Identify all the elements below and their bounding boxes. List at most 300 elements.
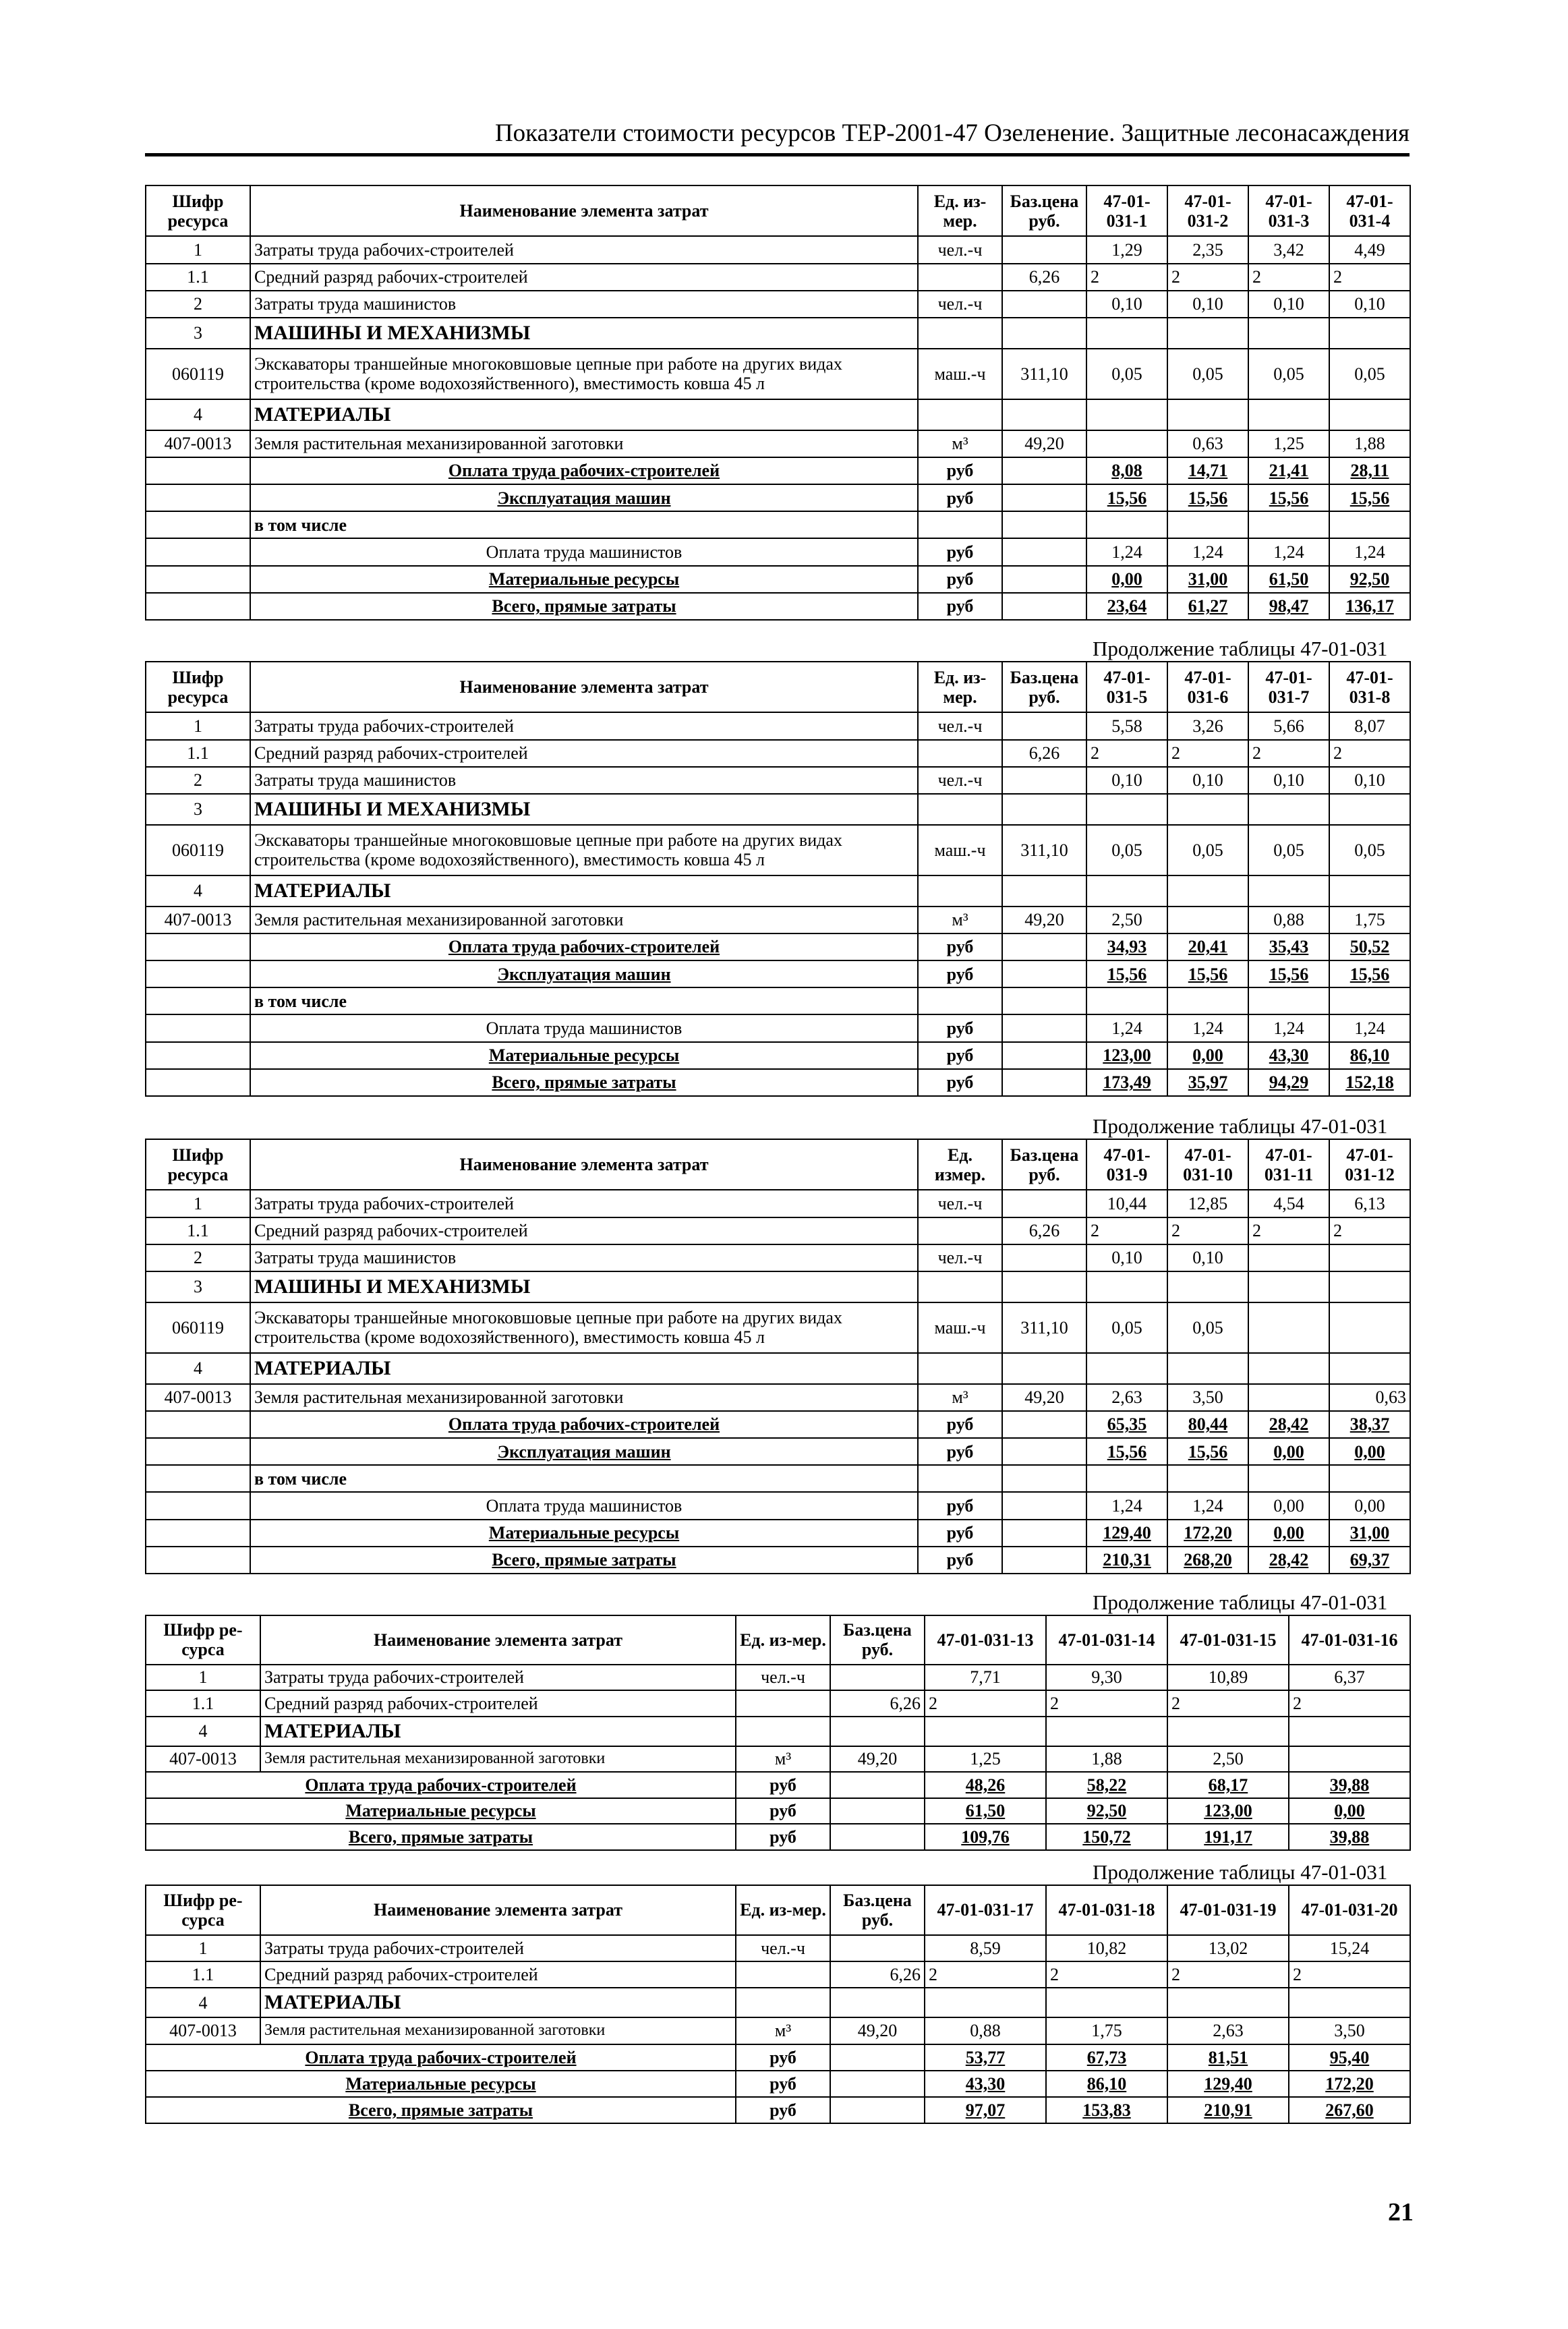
row-unit	[918, 264, 1002, 291]
col-code-3: 47-01-031-12	[1329, 1139, 1410, 1190]
total-unit: руб	[736, 2097, 830, 2123]
row-value: 1,75	[1046, 2017, 1167, 2044]
col-price-header: Баз.цена руб.	[1002, 185, 1086, 236]
total-value: 14,71	[1167, 457, 1248, 484]
total-row	[146, 1492, 1410, 1519]
total-value: 98,47	[1248, 593, 1329, 620]
row-price	[1002, 291, 1086, 318]
continuation-label: Продолжение таблицы 47-01-031	[1093, 1860, 1388, 1884]
row-value: 5,66	[1248, 712, 1329, 739]
total-value: 58,22	[1046, 1772, 1167, 1798]
table-header-row	[146, 1885, 1410, 1935]
table-row	[146, 712, 1410, 739]
section-row	[146, 875, 1410, 907]
total-value: 0,00	[1329, 1438, 1410, 1465]
row-value: 2	[1167, 1217, 1248, 1244]
total-unit: руб	[918, 960, 1002, 987]
col-name-header: Наименование элемента затрат	[260, 1885, 736, 1935]
row-price: 311,10	[1002, 349, 1086, 399]
total-row	[146, 1520, 1410, 1547]
total-unit: руб	[918, 1547, 1002, 1574]
total-value: 50,52	[1329, 933, 1410, 960]
row-code: 1	[146, 712, 250, 739]
row-value: 10,44	[1086, 1190, 1167, 1217]
total-value: 15,56	[1248, 484, 1329, 511]
total-name: Оплата труда машинистов	[250, 1014, 918, 1041]
row-value: 1,25	[1248, 430, 1329, 457]
section-title: МАТЕРИАЛЫ	[250, 399, 918, 430]
row-price	[830, 1935, 925, 1961]
total-value	[1086, 511, 1167, 538]
row-value: 10,82	[1046, 1935, 1167, 1961]
row-value: 0,05	[1086, 825, 1167, 875]
row-price: 311,10	[1002, 825, 1086, 875]
col-name-header: Наименование элемента затрат	[250, 185, 918, 236]
row-code: 1	[146, 1665, 260, 1691]
col-code-2: 47-01-031-7	[1248, 662, 1329, 712]
row-unit: чел.-ч	[918, 712, 1002, 739]
col-name-header: Наименование элемента затрат	[260, 1615, 736, 1665]
row-value: 0,10	[1167, 767, 1248, 794]
row-value	[1329, 1302, 1410, 1353]
total-name: в том числе	[250, 987, 918, 1014]
row-unit: м³	[918, 907, 1002, 933]
row-unit: маш.-ч	[918, 825, 1002, 875]
row-value: 2	[1167, 1961, 1289, 1988]
section-title: МАШИНЫ И МЕХАНИЗМЫ	[250, 1271, 918, 1302]
total-row	[146, 987, 1410, 1014]
row-name: Земля растительная механизированной заготовки	[260, 2017, 736, 2044]
total-value: 0,00	[1167, 1042, 1248, 1069]
page-title: Показатели стоимости ресурсов ТЕР-2001-47 Озеленение. Защитные лесонасаждения	[494, 119, 1410, 147]
row-price	[830, 1665, 925, 1691]
table-row	[146, 1190, 1410, 1217]
col-unit-header: Ед. из-мер.	[736, 1885, 830, 1935]
total-value: 97,07	[925, 2097, 1046, 2123]
total-unit: руб	[918, 538, 1002, 565]
row-unit: чел.-ч	[736, 1665, 830, 1691]
row-code: 407-0013	[146, 430, 250, 457]
total-unit: руб	[918, 1411, 1002, 1438]
total-row	[146, 484, 1410, 511]
row-name: Затраты труда рабочих-строителей	[250, 236, 918, 263]
row-value: 15,24	[1289, 1935, 1410, 1961]
total-value	[1248, 1465, 1329, 1492]
table-row	[146, 1746, 1410, 1773]
total-name: в том числе	[250, 1465, 918, 1492]
table-row	[146, 264, 1410, 291]
total-name: Оплата труда рабочих-строителей	[146, 1772, 736, 1798]
total-value: 39,88	[1289, 1824, 1410, 1850]
total-row	[146, 2044, 1410, 2071]
total-value: 61,50	[1248, 566, 1329, 593]
row-value: 2	[1289, 1961, 1410, 1988]
col-code-3: 47-01-031-16	[1289, 1615, 1410, 1665]
row-value: 0,05	[1329, 825, 1410, 875]
total-unit	[918, 511, 1002, 538]
total-name: Оплата труда рабочих-строителей	[250, 1411, 918, 1438]
col-code-header: Шифр ресурса	[146, 185, 250, 236]
row-name: Экскаваторы траншейные многоковшовые цепные при работе на других видах строительства (кроме водохозяйственного), вместимость ковша 45 л	[250, 349, 918, 399]
total-value: 0,00	[1248, 1520, 1329, 1547]
section-title: МАТЕРИАЛЫ	[260, 1988, 736, 2017]
row-code: 407-0013	[146, 907, 250, 933]
total-name: Материальные ресурсы	[250, 1042, 918, 1069]
row-code: 1	[146, 1935, 260, 1961]
total-name: Материальные ресурсы	[250, 566, 918, 593]
total-name: Всего, прямые затраты	[146, 2097, 736, 2123]
row-name: Затраты труда рабочих-строителей	[260, 1665, 736, 1691]
total-value: 68,17	[1167, 1772, 1289, 1798]
total-row	[146, 511, 1410, 538]
total-row	[146, 1042, 1410, 1069]
total-value: 153,83	[1046, 2097, 1167, 2123]
total-row	[146, 1069, 1410, 1096]
total-value: 43,30	[925, 2071, 1046, 2097]
total-value	[1167, 987, 1248, 1014]
resource-table-5	[145, 1885, 1411, 2124]
row-unit: м³	[736, 2017, 830, 2044]
total-value: 35,43	[1248, 933, 1329, 960]
row-value: 2	[1329, 264, 1410, 291]
col-code-3: 47-01-031-20	[1289, 1885, 1410, 1935]
total-row	[146, 1772, 1410, 1798]
row-name: Затраты труда рабочих-строителей	[250, 712, 918, 739]
section-row	[146, 1271, 1410, 1302]
total-value	[1086, 1465, 1167, 1492]
row-value: 0,10	[1086, 767, 1167, 794]
total-value: 43,30	[1248, 1042, 1329, 1069]
col-code-header: Шифр ре-сурса	[146, 1885, 260, 1935]
row-name: Экскаваторы траншейные многоковшовые цепные при работе на других видах строительства (кроме водохозяйственного), вместимость ковша 45 л	[250, 1302, 918, 1353]
total-name: Оплата труда рабочих-строителей	[250, 933, 918, 960]
col-code-1: 47-01-031-6	[1167, 662, 1248, 712]
total-value: 15,56	[1167, 960, 1248, 987]
row-value: 0,10	[1167, 291, 1248, 318]
row-code: 4	[146, 1988, 260, 2017]
col-price-header: Баз.цена руб.	[830, 1885, 925, 1935]
row-value: 0,10	[1167, 1244, 1248, 1271]
resource-table-3	[145, 1139, 1411, 1574]
total-value: 31,00	[1167, 566, 1248, 593]
row-unit: м³	[736, 1746, 830, 1773]
total-value: 15,56	[1086, 1438, 1167, 1465]
total-unit: руб	[918, 593, 1002, 620]
total-value: 95,40	[1289, 2044, 1410, 2071]
total-row	[146, 538, 1410, 565]
row-code: 060119	[146, 1302, 250, 1353]
table-row	[146, 1217, 1410, 1244]
total-value: 92,50	[1329, 566, 1410, 593]
row-value: 2	[1086, 740, 1167, 767]
row-value: 1,88	[1046, 1746, 1167, 1773]
col-code-header: Шифр ресурса	[146, 1139, 250, 1190]
total-name: Эксплуатация машин	[250, 1438, 918, 1465]
total-value: 81,51	[1167, 2044, 1289, 2071]
table-row	[146, 1244, 1410, 1271]
total-value	[1329, 1465, 1410, 1492]
col-name-header: Наименование элемента затрат	[250, 1139, 918, 1190]
row-code: 1	[146, 236, 250, 263]
total-unit: руб	[918, 566, 1002, 593]
total-value: 109,76	[925, 1824, 1046, 1850]
row-name: Затраты труда машинистов	[250, 767, 918, 794]
row-value: 0,05	[1167, 349, 1248, 399]
col-price-header: Баз.цена руб.	[1002, 662, 1086, 712]
continuation-label: Продолжение таблицы 47-01-031	[1093, 1114, 1388, 1138]
table-row	[146, 1665, 1410, 1691]
total-value: 39,88	[1289, 1772, 1410, 1798]
total-value: 172,20	[1289, 2071, 1410, 2097]
row-value: 8,59	[925, 1935, 1046, 1961]
table-row	[146, 1690, 1410, 1717]
row-name: Затраты труда машинистов	[250, 291, 918, 318]
row-value: 2	[1167, 264, 1248, 291]
row-price	[1002, 712, 1086, 739]
row-value: 2	[1167, 1690, 1289, 1717]
total-row	[146, 1014, 1410, 1041]
total-value	[1248, 511, 1329, 538]
total-value: 92,50	[1046, 1798, 1167, 1824]
total-name: Материальные ресурсы	[146, 2071, 736, 2097]
table-row	[146, 236, 1410, 263]
total-row	[146, 2097, 1410, 2123]
row-unit: чел.-ч	[918, 291, 1002, 318]
row-code: 4	[146, 875, 250, 907]
total-value: 53,77	[925, 2044, 1046, 2071]
section-row	[146, 1717, 1410, 1746]
total-value: 136,17	[1329, 593, 1410, 620]
row-value	[1248, 1384, 1329, 1411]
col-unit-header: Ед. из-мер.	[918, 185, 1002, 236]
col-code-1: 47-01-031-14	[1046, 1615, 1167, 1665]
row-code: 4	[146, 1717, 260, 1746]
total-row	[146, 566, 1410, 593]
total-name: Оплата труда рабочих-строителей	[146, 2044, 736, 2071]
table-header-row	[146, 662, 1410, 712]
total-value	[1167, 1465, 1248, 1492]
total-value: 1,24	[1167, 538, 1248, 565]
total-name: Всего, прямые затраты	[250, 1547, 918, 1574]
row-price	[1002, 1244, 1086, 1271]
section-row	[146, 794, 1410, 825]
total-value	[1329, 987, 1410, 1014]
total-value: 20,41	[1167, 933, 1248, 960]
row-unit: чел.-ч	[918, 1244, 1002, 1271]
total-unit: руб	[918, 1069, 1002, 1096]
total-unit	[918, 1465, 1002, 1492]
total-value: 15,56	[1086, 960, 1167, 987]
total-value: 268,20	[1167, 1547, 1248, 1574]
row-value: 2	[1086, 1217, 1167, 1244]
col-price-header: Баз.цена руб.	[1002, 1139, 1086, 1190]
table-header-row	[146, 185, 1410, 236]
row-value: 2,50	[1086, 907, 1167, 933]
row-value: 2	[1086, 264, 1167, 291]
row-code: 407-0013	[146, 1384, 250, 1411]
col-code-header: Шифр ре-сурса	[146, 1615, 260, 1665]
row-value: 0,05	[1086, 1302, 1167, 1353]
total-value: 129,40	[1167, 2071, 1289, 2097]
total-value: 129,40	[1086, 1520, 1167, 1547]
table-row	[146, 430, 1410, 457]
row-code: 407-0013	[146, 2017, 260, 2044]
row-value: 0,05	[1167, 825, 1248, 875]
table-row	[146, 1961, 1410, 1988]
total-value: 0,00	[1248, 1438, 1329, 1465]
row-code: 1.1	[146, 264, 250, 291]
total-value: 94,29	[1248, 1069, 1329, 1096]
total-value	[1086, 987, 1167, 1014]
total-value: 123,00	[1086, 1042, 1167, 1069]
total-value: 31,00	[1329, 1520, 1410, 1547]
row-value: 2,63	[1167, 2017, 1289, 2044]
row-value: 0,10	[1248, 291, 1329, 318]
row-price: 6,26	[1002, 1217, 1086, 1244]
row-value: 12,85	[1167, 1190, 1248, 1217]
row-name: Средний разряд рабочих-строителей	[260, 1690, 736, 1717]
total-value: 1,24	[1329, 538, 1410, 565]
total-value: 1,24	[1086, 1014, 1167, 1041]
total-unit: руб	[918, 1492, 1002, 1519]
row-value: 3,26	[1167, 712, 1248, 739]
row-value: 1,29	[1086, 236, 1167, 263]
col-code-0: 47-01-031-1	[1086, 185, 1167, 236]
row-unit: маш.-ч	[918, 349, 1002, 399]
total-value: 173,49	[1086, 1069, 1167, 1096]
total-value: 0,00	[1329, 1492, 1410, 1519]
total-value: 191,17	[1167, 1824, 1289, 1850]
row-value: 0,05	[1086, 349, 1167, 399]
table-header-row	[146, 1139, 1410, 1190]
total-value: 1,24	[1086, 538, 1167, 565]
col-name-header: Наименование элемента затрат	[250, 662, 918, 712]
row-unit: м³	[918, 430, 1002, 457]
row-price	[1002, 236, 1086, 263]
section-row	[146, 399, 1410, 430]
row-code: 1.1	[146, 1217, 250, 1244]
row-price	[1002, 767, 1086, 794]
total-unit	[918, 987, 1002, 1014]
total-row	[146, 2071, 1410, 2097]
col-code-0: 47-01-031-17	[925, 1885, 1046, 1935]
col-code-3: 47-01-031-8	[1329, 662, 1410, 712]
table-row	[146, 1935, 1410, 1961]
total-value: 1,24	[1086, 1492, 1167, 1519]
row-unit: чел.-ч	[918, 1190, 1002, 1217]
row-value: 0,10	[1086, 1244, 1167, 1271]
total-unit: руб	[918, 1042, 1002, 1069]
row-name: Земля растительная механизированной заготовки	[250, 1384, 918, 1411]
col-code-2: 47-01-031-19	[1167, 1885, 1289, 1935]
total-name: Всего, прямые затраты	[250, 1069, 918, 1096]
row-price: 49,20	[1002, 430, 1086, 457]
row-price: 311,10	[1002, 1302, 1086, 1353]
row-unit	[918, 740, 1002, 767]
row-code: 1.1	[146, 740, 250, 767]
section-title: МАТЕРИАЛЫ	[260, 1717, 736, 1746]
row-price: 49,20	[830, 2017, 925, 2044]
row-value: 7,71	[925, 1665, 1046, 1691]
row-name: Средний разряд рабочих-строителей	[250, 264, 918, 291]
total-value: 15,56	[1248, 960, 1329, 987]
row-code: 2	[146, 767, 250, 794]
total-value: 69,37	[1329, 1547, 1410, 1574]
row-code: 1.1	[146, 1961, 260, 1988]
total-row	[146, 1411, 1410, 1438]
row-value: 2	[925, 1690, 1046, 1717]
row-price: 49,20	[830, 1746, 925, 1773]
total-value: 15,56	[1167, 484, 1248, 511]
total-unit: руб	[918, 457, 1002, 484]
total-value: 0,00	[1289, 1798, 1410, 1824]
row-value: 10,89	[1167, 1665, 1289, 1691]
row-name: Экскаваторы траншейные многоковшовые цепные при работе на других видах строительства (кроме водохозяйственного), вместимость ковша 45 л	[250, 825, 918, 875]
total-name: Всего, прямые затраты	[146, 1824, 736, 1850]
row-value: 0,10	[1248, 767, 1329, 794]
row-unit	[918, 1217, 1002, 1244]
total-row	[146, 1465, 1410, 1492]
continuation-label: Продолжение таблицы 47-01-031	[1093, 1590, 1388, 1614]
row-code: 1	[146, 1190, 250, 1217]
row-value: 2	[1248, 740, 1329, 767]
row-code: 4	[146, 399, 250, 430]
row-value: 5,58	[1086, 712, 1167, 739]
total-value: 152,18	[1329, 1069, 1410, 1096]
row-code: 060119	[146, 349, 250, 399]
total-value: 1,24	[1329, 1014, 1410, 1041]
row-code: 2	[146, 1244, 250, 1271]
row-unit	[736, 1961, 830, 1988]
total-value: 80,44	[1167, 1411, 1248, 1438]
table-row	[146, 907, 1410, 933]
total-value: 15,56	[1329, 484, 1410, 511]
total-name: Оплата труда машинистов	[250, 1492, 918, 1519]
row-value: 2	[1167, 740, 1248, 767]
row-name: Средний разряд рабочих-строителей	[250, 740, 918, 767]
row-value: 9,30	[1046, 1665, 1167, 1691]
total-value: 61,27	[1167, 593, 1248, 620]
table-row	[146, 825, 1410, 875]
row-value: 1,25	[925, 1746, 1046, 1773]
total-row	[146, 1824, 1410, 1850]
total-value: 1,24	[1167, 1014, 1248, 1041]
total-unit: руб	[736, 1824, 830, 1850]
total-unit: руб	[918, 1438, 1002, 1465]
row-value: 2,50	[1167, 1746, 1289, 1773]
row-value: 2	[1046, 1690, 1167, 1717]
row-value: 2,63	[1086, 1384, 1167, 1411]
total-value: 86,10	[1046, 2071, 1167, 2097]
col-code-0: 47-01-031-9	[1086, 1139, 1167, 1190]
row-value: 2	[1329, 1217, 1410, 1244]
row-value	[1289, 1746, 1410, 1773]
row-value: 2	[1046, 1961, 1167, 1988]
col-code-0: 47-01-031-13	[925, 1615, 1046, 1665]
row-price: 6,26	[830, 1961, 925, 1988]
page-header	[145, 116, 1410, 156]
total-unit: руб	[918, 933, 1002, 960]
total-value: 67,73	[1046, 2044, 1167, 2071]
col-code-header: Шифр ресурса	[146, 662, 250, 712]
row-unit: чел.-ч	[918, 236, 1002, 263]
row-value: 0,05	[1167, 1302, 1248, 1353]
row-name: Затраты труда рабочих-строителей	[250, 1190, 918, 1217]
continuation-label: Продолжение таблицы 47-01-031	[1093, 637, 1388, 660]
total-value: 0,00	[1248, 1492, 1329, 1519]
total-value: 28,11	[1329, 457, 1410, 484]
total-name: в том числе	[250, 511, 918, 538]
